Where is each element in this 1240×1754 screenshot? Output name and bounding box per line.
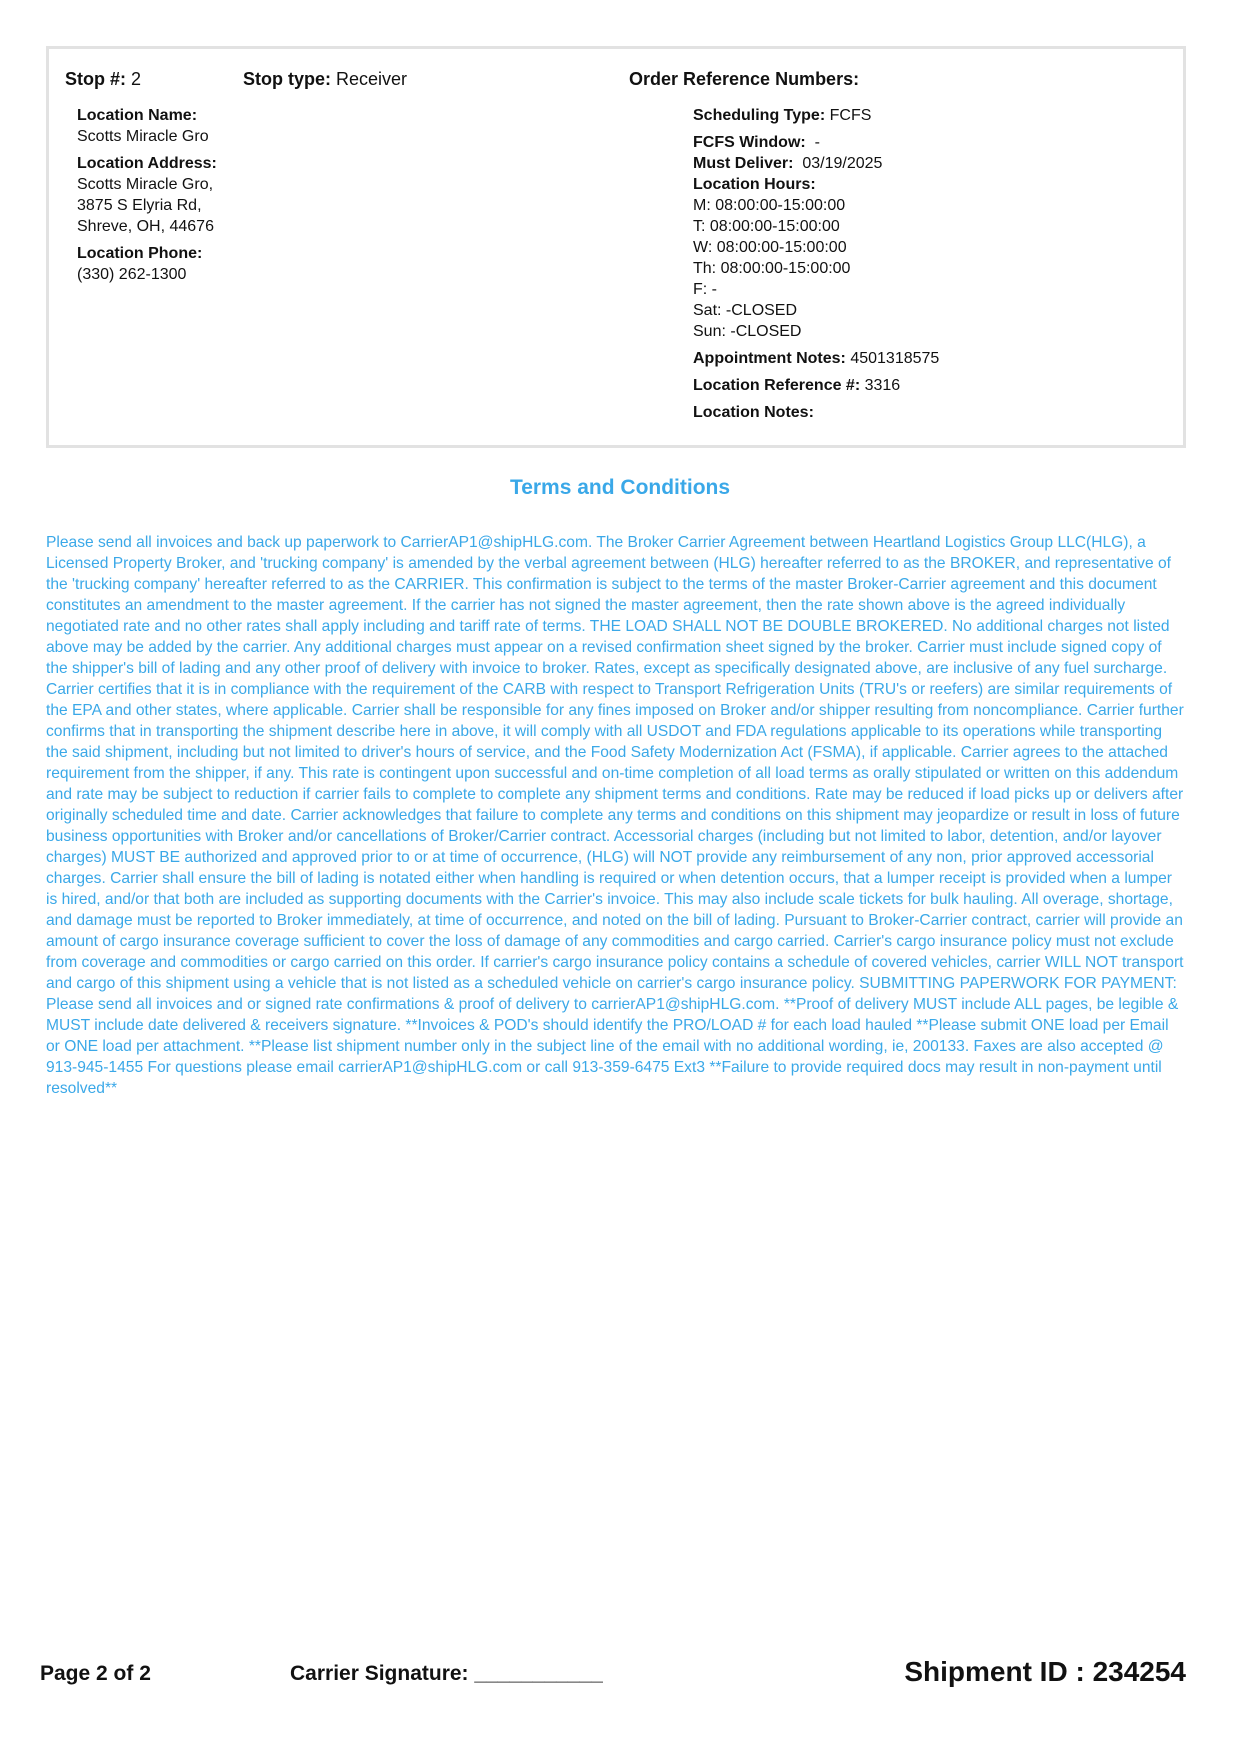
location-notes-label: Location Notes:: [693, 404, 814, 421]
appointment-notes-label: Appointment Notes:: [693, 350, 846, 367]
fcfs-window-value: -: [814, 134, 820, 151]
location-column: [77, 105, 437, 291]
stop-type: [243, 69, 407, 90]
scheduling-type-value: FCFS: [829, 107, 872, 124]
order-reference-heading: [629, 69, 859, 90]
order-reference-label: Order Reference Numbers:: [629, 69, 860, 89]
hours-friday: F: -: [693, 281, 717, 298]
scheduling-type: [693, 105, 1163, 126]
location-notes: [693, 402, 1163, 423]
fcfs-window: [693, 132, 1163, 153]
location-address-label: Location Address:: [77, 155, 217, 172]
terms-body: Please send all invoices and back up paperwork to CarrierAP1@shipHLG.com. The Broker Carrier Agreement between Heartland Logistics Group LLC(HLG), a Licensed Property Broker, and 'trucking company' is amended by the verbal agreement between (HLG) hereafter referred to as the BROKER, and representative of the 'trucking company' hereafter referred to as the CARRIER. This confirmation is subject to the terms of the master Broker-Carrier agreement and this document constitutes an amendment to the master agreement. If the carrier has not signed the master agreement, then the rate shown above is the agreed individually negotiated rate and no other rates shall apply including and tariff rate of terms. THE LOAD SHALL NOT BE DOUBLE BROKERED. No additional charges not listed above may be added by the carrier. Any additional charges must appear on a revised confirmation sheet signed by the broker. Carrier must include signed copy of the shipper's bill of lading and any other proof of delivery with invoice to broker. Rates, except as specifically designated above, are inclusive of any fuel surcharge. Carrier certifies that it is in compliance with the requirement of the CARB with respect to Transport Refrigeration Units (TRU's or reefers) are similar requirements of the EPA and other states, where applicable. Carrier shall be responsible for any fines imposed on Broker and/or shipper resulting from noncompliance. Carrier further confirms that in transporting the shipment describe here in above, it will comply with all USDOT and FDA regulations applicable to its operations while transporting the said shipment, including but not limited to driver's hours of service, and the Food Safety Modernization Act (FSMA), if applicable. Carrier agrees to the attached requirement from the shipper, if any. This rate is contingent upon successful and on-time completion of all load terms as orally stipulated or written on this addendum and rate may be subject to reduction if carrier fails to complete to complete any shipment terms and conditions. Rate may be reduced if load picks up or delivers after originally scheduled time and date. Carrier acknowledges that failure to complete any terms and conditions on this shipment may jeopardize or result in loss of future business opportunities with Broker and/or cancellations of Broker/Carrier contract. Accessorial charges (including but not limited to labor, detention, and/or layover charges) MUST BE authorized and approved prior to or at time of occurrence, (HLG) will NOT provide any reimbursement of any non, prior approved accessorial charges. Carrier shall ensure the bill of lading is notated either when handling is required or when detention occurs, that a lumper receipt is provided when a lumper is hired, and/or that both are included as supporting documents with the Carrier's invoice. This may also include scale tickets for bulk hauling. All overage, shortage, and damage must be reported to Broker immediately, at time of occurrence, and noted on the bill of lading. Pursuant to Broker-Carrier contract, carrier will provide an amount of cargo insurance coverage sufficient to cover the loss of damage of any commodities and cargo carried. Carrier's cargo insurance policy must not exclude from coverage and commodities or cargo carried on this order. If carrier's cargo insurance policy contains a schedule of covered vehicles, carrier WILL NOT transport and cargo of this shipment using a vehicle that is not listed as a scheduled vehicle on carrier's cargo insurance policy. SUBMITTING PAPERWORK FOR PAYMENT: Please send all invoices and or signed rate confirmations & proof of delivery to carrierAP1@shipHLG.com. **Proof of delivery MUST include ALL pages, be legible & MUST include date delivered & receivers signature. **Invoices & POD's should identify the PRO/LOAD # for each load hauled **Please submit ONE load per Email or ONE load per attachment. **Please list shipment number only in the subject line of the email with no additional wording, ie, 200133. Faxes are also accepted @ 913-945-1455 For questions please email carrierAP1@shipHLG.com or call 913-359-6475 Ext3 **Failure to provide required docs may result in non-payment until resolved**: [46, 534, 1184, 1097]
schedule-column: [693, 105, 1163, 429]
stop-type-value: Receiver: [336, 69, 408, 89]
location-name: [77, 105, 437, 147]
hours-sunday: Sun: -CLOSED: [693, 323, 802, 340]
stop-number-label: Stop #:: [65, 69, 126, 89]
scheduling-type-label: Scheduling Type:: [693, 107, 826, 124]
location-hours-label: Location Hours:: [693, 176, 816, 193]
must-deliver-value: 03/19/2025: [802, 155, 883, 172]
hours-monday: M: 08:00:00-15:00:00: [693, 197, 846, 214]
location-hours: [693, 174, 1163, 342]
address-line: Scotts Miracle Gro,: [77, 176, 214, 193]
hours-wednesday: W: 08:00:00-15:00:00: [693, 239, 847, 256]
page-number: Page 2 of 2: [40, 1662, 151, 1685]
hours-thursday: Th: 08:00:00-15:00:00: [693, 260, 851, 277]
location-reference-value: 3316: [864, 377, 901, 394]
location-address: [77, 153, 437, 237]
appointment-notes: [693, 348, 1163, 369]
stop-number-value: 2: [131, 69, 142, 89]
must-deliver-label: Must Deliver:: [693, 155, 794, 172]
shipment-id: Shipment ID : 234254: [904, 1656, 1186, 1687]
location-name-value: Scotts Miracle Gro: [77, 128, 209, 145]
hours-tuesday: T: 08:00:00-15:00:00: [693, 218, 840, 235]
hours-saturday: Sat: -CLOSED: [693, 302, 798, 319]
page-footer: [0, 1656, 1240, 1720]
stop-number: [65, 69, 141, 90]
location-phone: [77, 243, 437, 285]
location-phone-value: (330) 262-1300: [77, 266, 187, 283]
address-line: Shreve, OH, 44676: [77, 218, 214, 235]
terms-title: Terms and Conditions: [509, 476, 731, 499]
stop-details-box: [46, 46, 1186, 448]
location-phone-label: Location Phone:: [77, 245, 203, 262]
location-reference-label: Location Reference #:: [693, 377, 861, 394]
must-deliver: [693, 153, 1163, 174]
appointment-notes-value: 4501318575: [850, 350, 940, 367]
fcfs-window-label: FCFS Window:: [693, 134, 806, 151]
carrier-signature-line: Carrier Signature: ___________: [290, 1662, 603, 1685]
location-name-label: Location Name:: [77, 107, 198, 124]
stop-type-label: Stop type:: [243, 69, 331, 89]
address-line: 3875 S Elyria Rd,: [77, 197, 202, 214]
location-reference: [693, 375, 1163, 396]
